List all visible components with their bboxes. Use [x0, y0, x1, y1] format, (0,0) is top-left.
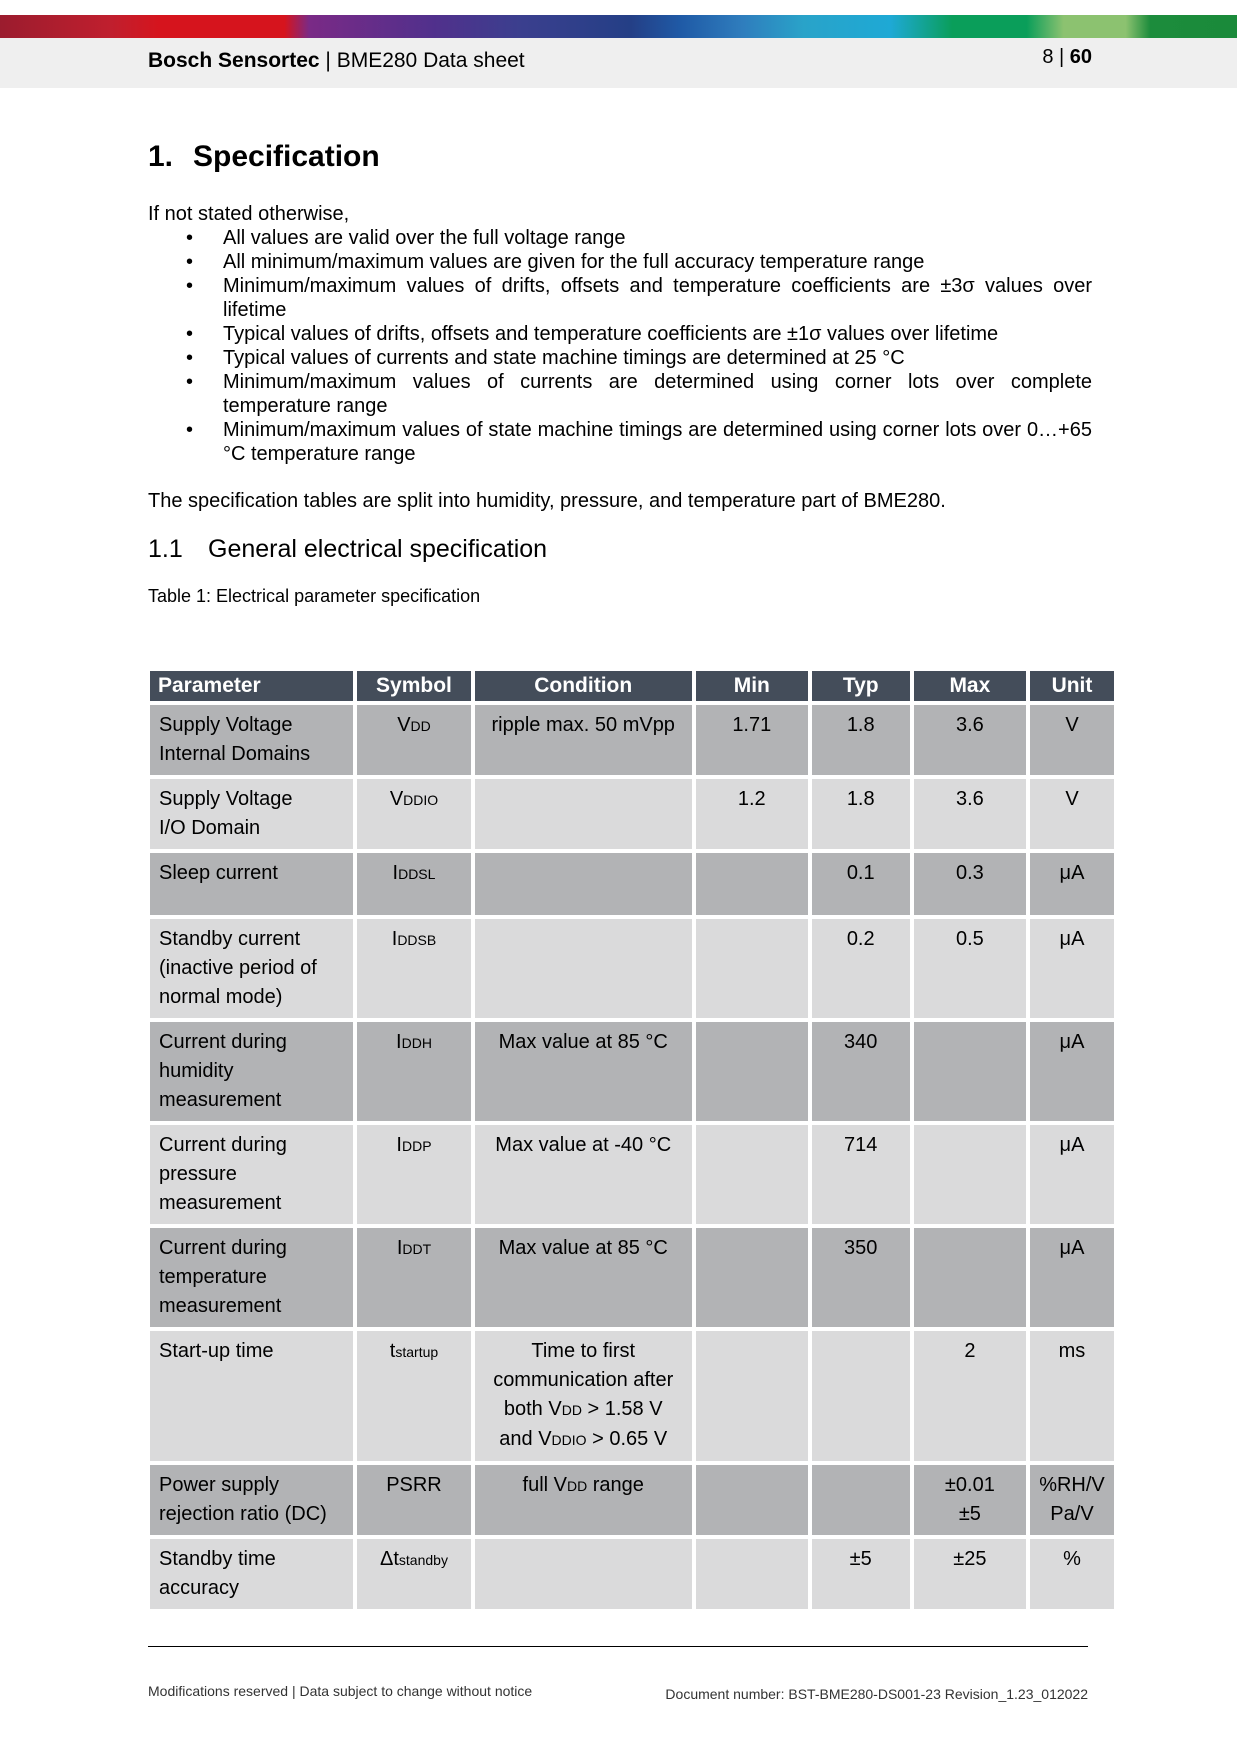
cell-max — [914, 1125, 1026, 1224]
cell-condition: full VDD range — [475, 1465, 692, 1535]
column-header: Typ — [812, 671, 910, 701]
cell-parameter: Current during pressure measurement — [150, 1125, 353, 1224]
cell-parameter: Current during humidity measurement — [150, 1022, 353, 1121]
cell-max: 0.3 — [914, 853, 1026, 915]
cell-unit: μA — [1030, 853, 1114, 915]
cell-typ: 1.8 — [812, 779, 910, 849]
cell-symbol: IDDSB — [357, 919, 470, 1018]
cell-parameter: Standby time accuracy — [150, 1539, 353, 1609]
cell-unit: % — [1030, 1539, 1114, 1609]
footer-divider — [148, 1646, 1088, 1647]
table-row — [150, 919, 1114, 1018]
cell-max: 0.5 — [914, 919, 1026, 1018]
column-header: Max — [914, 671, 1026, 701]
conditions-list — [148, 226, 1092, 466]
list-item: • Minimum/maximum values of drifts, offsets and temperature coefficients are ±3σ values over lifetime — [148, 274, 1092, 322]
cell-min — [696, 1465, 808, 1535]
section-heading: 1. Specification — [148, 140, 380, 173]
cell-max: 3.6 — [914, 779, 1026, 849]
cell-typ — [812, 1331, 910, 1461]
table-row — [150, 1125, 1114, 1224]
cell-symbol: PSRR — [357, 1465, 470, 1535]
cell-condition — [475, 919, 692, 1018]
cell-symbol: IDDP — [357, 1125, 470, 1224]
cell-parameter: Supply Voltage I/O Domain — [150, 779, 353, 849]
cell-typ: ±5 — [812, 1539, 910, 1609]
table-row — [150, 1022, 1114, 1121]
cell-typ: 350 — [812, 1228, 910, 1327]
cell-max — [914, 1022, 1026, 1121]
cell-max — [914, 1228, 1026, 1327]
cell-min: 1.2 — [696, 779, 808, 849]
cell-min — [696, 1125, 808, 1224]
column-header: Min — [696, 671, 808, 701]
page-number: 8 | 60 — [1042, 46, 1092, 68]
cell-parameter: Current during temperature measurement — [150, 1228, 353, 1327]
cell-min — [696, 1539, 808, 1609]
cell-condition — [475, 853, 692, 915]
cell-unit: μA — [1030, 1125, 1114, 1224]
cell-min — [696, 1228, 808, 1327]
list-item: • All minimum/maximum values are given for the full accuracy temperature range — [148, 250, 1092, 274]
cell-max: 2 — [914, 1331, 1026, 1461]
cell-symbol: Δtstandby — [357, 1539, 470, 1609]
column-header: Parameter — [150, 671, 353, 701]
main-content — [148, 140, 1092, 607]
table-row — [150, 1228, 1114, 1327]
cell-parameter: Standby current (inactive period of normal mode) — [150, 919, 353, 1018]
table-row — [150, 1539, 1114, 1609]
table-row — [150, 853, 1114, 915]
cell-unit: %RH/V Pa/V — [1030, 1465, 1114, 1535]
cell-max: ±25 — [914, 1539, 1026, 1609]
cell-typ — [812, 1465, 910, 1535]
table-row — [150, 1331, 1114, 1461]
cell-symbol: IDDH — [357, 1022, 470, 1121]
cell-min — [696, 853, 808, 915]
table-header-row — [150, 671, 1114, 701]
cell-symbol: VDDIO — [357, 779, 470, 849]
subsection-heading: 1.1 General electrical specification — [148, 535, 548, 563]
cell-condition: Max value at 85 °C — [475, 1228, 692, 1327]
cell-unit: V — [1030, 705, 1114, 775]
cell-min — [696, 1022, 808, 1121]
cell-min: 1.71 — [696, 705, 808, 775]
table-row — [150, 779, 1114, 849]
list-item: • Minimum/maximum values of state machine timings are determined using corner lots over 0…+65 °C temperature range — [148, 418, 1092, 466]
cell-parameter: Power supply rejection ratio (DC) — [150, 1465, 353, 1535]
footer-notice: Modifications reserved | Data subject to change without notice — [148, 1683, 533, 1699]
cell-parameter: Sleep current — [150, 853, 353, 915]
electrical-spec-table — [146, 667, 1118, 1613]
cell-unit: μA — [1030, 919, 1114, 1018]
cell-typ: 714 — [812, 1125, 910, 1224]
cell-condition: Time to first communication after both VDD > 1.58 V and VDDIO > 0.65 V — [475, 1331, 692, 1461]
intro-text: If not stated otherwise, — [148, 203, 350, 225]
cell-parameter: Supply Voltage Internal Domains — [150, 705, 353, 775]
cell-typ: 0.2 — [812, 919, 910, 1018]
column-header: Unit — [1030, 671, 1114, 701]
cell-condition: Max value at 85 °C — [475, 1022, 692, 1121]
cell-symbol: IDDSL — [357, 853, 470, 915]
list-item: • Typical values of drifts, offsets and temperature coefficients are ±1σ values over lifetime — [148, 322, 1092, 346]
summary-text: The specification tables are split into humidity, pressure, and temperature part of BME280. — [148, 490, 946, 512]
cell-min — [696, 1331, 808, 1461]
cell-parameter: Start-up time — [150, 1331, 353, 1461]
cell-condition: Max value at -40 °C — [475, 1125, 692, 1224]
cell-condition — [475, 779, 692, 849]
cell-typ: 340 — [812, 1022, 910, 1121]
cell-max: ±0.01 ±5 — [914, 1465, 1026, 1535]
cell-typ: 1.8 — [812, 705, 910, 775]
list-item: • Typical values of currents and state machine timings are determined at 25 °C — [148, 346, 1092, 370]
cell-symbol: IDDT — [357, 1228, 470, 1327]
cell-unit: ms — [1030, 1331, 1114, 1461]
cell-min — [696, 919, 808, 1018]
brand-color-bar — [0, 15, 1237, 38]
table-row — [150, 1465, 1114, 1535]
cell-symbol: tstartup — [357, 1331, 470, 1461]
footer-document-number: Document number: BST-BME280-DS001-23 Revision_1.23_012022 — [665, 1686, 1088, 1702]
cell-condition: ripple max. 50 mVpp — [475, 705, 692, 775]
column-header: Symbol — [357, 671, 470, 701]
table-row — [150, 705, 1114, 775]
list-item: • All values are valid over the full voltage range — [148, 226, 1092, 250]
cell-max: 3.6 — [914, 705, 1026, 775]
cell-condition — [475, 1539, 692, 1609]
cell-typ: 0.1 — [812, 853, 910, 915]
column-header: Condition — [475, 671, 692, 701]
cell-unit: μA — [1030, 1022, 1114, 1121]
header-title: Bosch Sensortec | BME280 Data sheet — [148, 49, 525, 72]
cell-symbol: VDD — [357, 705, 470, 775]
cell-unit: V — [1030, 779, 1114, 849]
cell-unit: μA — [1030, 1228, 1114, 1327]
list-item: • Minimum/maximum values of currents are determined using corner lots over complete temperature range — [148, 370, 1092, 418]
table-caption: Table 1: Electrical parameter specification — [148, 586, 481, 606]
